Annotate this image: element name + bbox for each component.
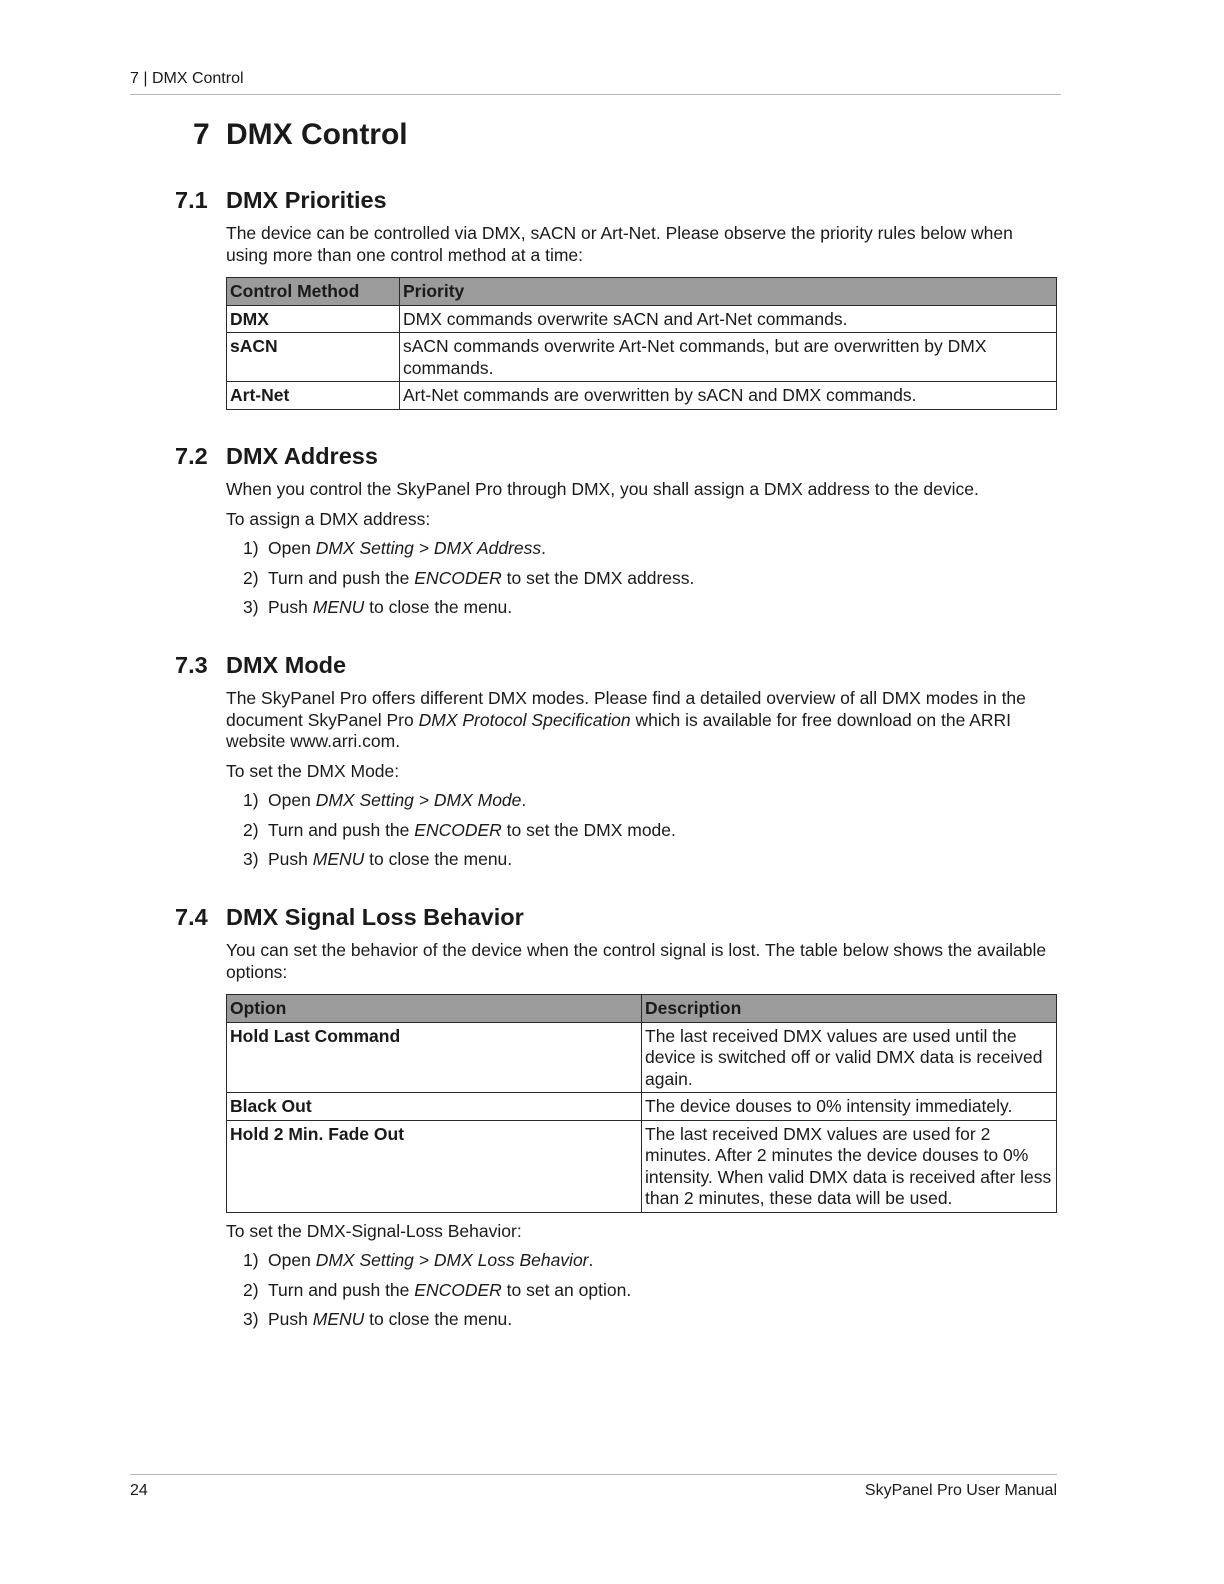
menu-path: DMX Setting > DMX Loss Behavior [315, 1250, 589, 1270]
option-cell: Hold 2 Min. Fade Out [227, 1120, 642, 1212]
column-header-control-method: Control Method [227, 278, 400, 306]
priority-cell: sACN commands overwrite Art-Net commands, but are overwritten by DMX commands. [400, 333, 1057, 382]
chapter-number: 7 [193, 118, 210, 151]
list-item: 3) Push MENU to close the menu. [243, 849, 513, 869]
table-row [227, 305, 1057, 333]
column-header-description: Description [642, 995, 1057, 1023]
section-heading [175, 652, 1057, 679]
control-name: MENU [312, 1309, 365, 1329]
running-footer [130, 1474, 1057, 1500]
option-cell: Black Out [227, 1093, 642, 1121]
section-heading [175, 187, 1057, 214]
priority-cell: DMX commands overwrite sACN and Art-Net commands. [400, 305, 1057, 333]
intro-paragraph: You can set the behavior of the device when the control signal is lost. The table below shows the available options: [226, 940, 1047, 982]
body-paragraph: The SkyPanel Pro offers different DMX modes. Please find a detailed overview of all DMX modes in the document SkyPanel Pro DMX Protocol Specification which is available for free download on the ARRI website www.arri.com. [226, 688, 1026, 751]
list-item: 1) Open DMX Setting > DMX Address. [243, 538, 547, 558]
section-dmx-address [175, 443, 1057, 627]
list-item: 3) Push MENU to close the menu. [243, 597, 513, 617]
menu-path: DMX Setting > DMX Mode [315, 790, 522, 810]
body-paragraph: To set the DMX Mode: [226, 760, 400, 781]
list-item: 3) Push MENU to close the menu. [243, 1309, 513, 1329]
table-row [227, 1093, 1057, 1121]
section-title: DMX Signal Loss Behavior [226, 904, 524, 930]
body-paragraph: To set the DMX-Signal-Loss Behavior: [226, 1220, 522, 1241]
running-header: 7 | DMX Control [130, 70, 1061, 95]
section-number: 7.3 [175, 652, 208, 678]
table-row [227, 382, 1057, 410]
step-list [226, 1250, 1057, 1331]
body-paragraph: When you control the SkyPanel Pro through DMX, you shall assign a DMX address to the device. [226, 479, 979, 499]
manual-title: SkyPanel Pro User Manual [864, 1482, 1057, 1499]
menu-path: DMX Setting > DMX Address [315, 538, 542, 558]
control-name: ENCODER [414, 567, 502, 588]
section-number: 7.2 [175, 443, 208, 469]
step-list [226, 538, 1057, 619]
description-cell: The last received DMX values are used until the device is switched off or valid DMX data is received again. [642, 1022, 1057, 1093]
section-title: DMX Mode [226, 652, 347, 678]
list-item: 1) Open DMX Setting > DMX Loss Behavior. [243, 1250, 594, 1270]
list-item: 2) Turn and push the ENCODER to set the DMX address. [243, 567, 695, 588]
section-number: 7.4 [175, 904, 208, 930]
table-row [227, 1022, 1057, 1093]
body-paragraph: To assign a DMX address: [226, 508, 431, 529]
table-row [227, 1120, 1057, 1212]
chapter-heading [193, 118, 408, 152]
control-name: MENU [312, 597, 365, 617]
priority-table [226, 277, 1057, 410]
list-item: 2) Turn and push the ENCODER to set the DMX mode. [243, 819, 676, 840]
step-list [226, 790, 1057, 871]
section-dmx-mode [175, 652, 1057, 879]
control-method-cell: sACN [227, 333, 400, 382]
document-title: DMX Protocol Specification [418, 709, 631, 730]
column-header-option: Option [227, 995, 642, 1023]
priority-cell: Art-Net commands are overwritten by sACN and DMX commands. [400, 382, 1057, 410]
list-item: 2) Turn and push the ENCODER to set an option. [243, 1279, 632, 1300]
column-header-priority: Priority [400, 278, 1057, 306]
table-row [227, 333, 1057, 382]
section-dmx-priorities [175, 187, 1057, 418]
intro-paragraph: The device can be controlled via DMX, sACN or Art-Net. Please observe the priority rules below when using more than one control method at a time: [226, 223, 1013, 265]
description-cell: The device douses to 0% intensity immediately. [642, 1093, 1057, 1121]
section-title: DMX Priorities [226, 187, 387, 213]
signal-loss-table [226, 994, 1057, 1213]
description-cell: The last received DMX values are used for 2 minutes. After 2 minutes the device douses to 0% intensity. When valid DMX data is received after less than 2 minutes, these data will be used. [642, 1120, 1057, 1212]
control-name: ENCODER [414, 1279, 502, 1300]
list-item: 1) Open DMX Setting > DMX Mode. [243, 790, 527, 810]
table-header-row [227, 278, 1057, 306]
section-heading [175, 904, 1057, 931]
chapter-title: DMX Control [226, 118, 408, 151]
control-name: ENCODER [414, 819, 502, 840]
control-method-cell: DMX [227, 305, 400, 333]
table-header-row [227, 995, 1057, 1023]
section-dmx-signal-loss [175, 904, 1057, 1339]
section-title: DMX Address [226, 443, 378, 469]
option-cell: Hold Last Command [227, 1022, 642, 1093]
page-number: 24 [130, 1482, 148, 1499]
control-name: MENU [312, 849, 365, 869]
section-heading [175, 443, 1057, 470]
control-method-cell: Art-Net [227, 382, 400, 410]
section-number: 7.1 [175, 187, 208, 213]
